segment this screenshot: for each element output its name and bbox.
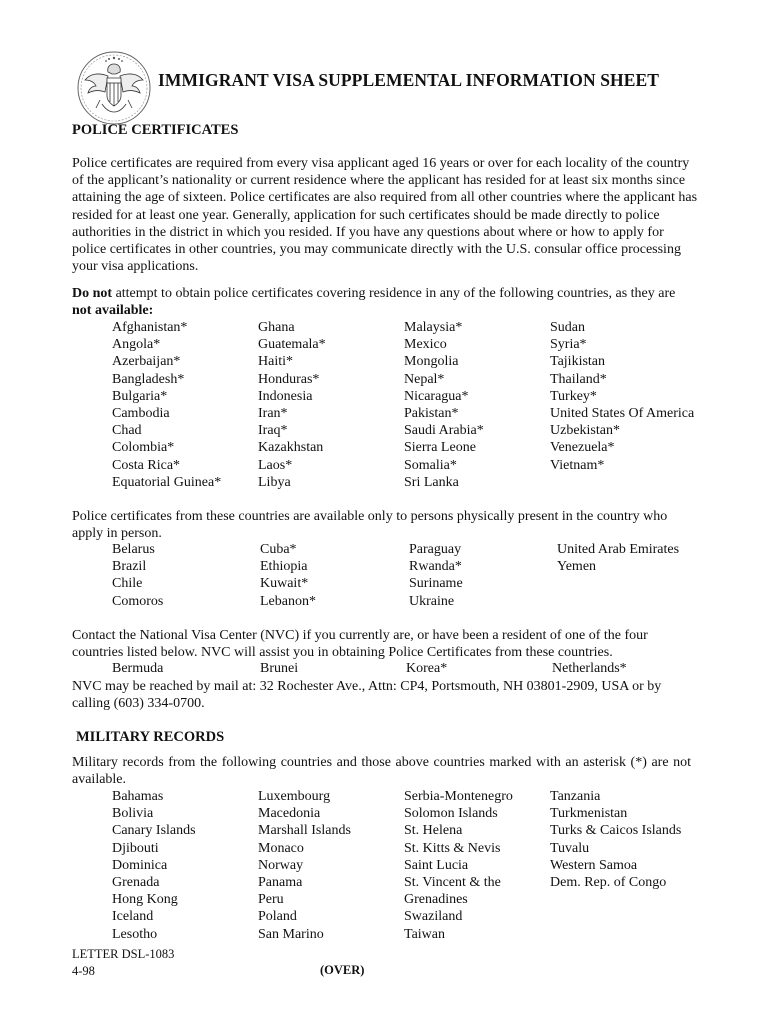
country-cell: United States Of America <box>550 405 695 421</box>
country-cell: St. Kitts & Nevis <box>404 840 501 856</box>
country-cell: San Marino <box>258 926 324 942</box>
country-cell: St. Vincent & the <box>404 874 501 890</box>
country-cell: Pakistan* <box>404 405 459 421</box>
country-cell: Swaziland <box>404 909 463 925</box>
country-cell: St. Helena <box>404 823 463 839</box>
country-cell: Cambodia <box>112 405 170 421</box>
country-cell: Netherlands* <box>552 661 627 676</box>
country-cell: Western Samoa <box>550 857 638 873</box>
country-cell: Chile <box>112 576 143 592</box>
police-certificates-heading: POLICE CERTIFICATES <box>72 122 239 138</box>
country-cell: Malaysia* <box>404 320 463 335</box>
country-cell: Turkmenistan <box>550 806 628 822</box>
country-cell: Iran* <box>258 405 288 421</box>
page-title: IMMIGRANT VISA SUPPLEMENTAL INFORMATION SHEET <box>158 70 660 90</box>
country-cell: Venezuela* <box>550 440 615 456</box>
country-cell: Bolivia <box>112 806 154 822</box>
country-cell: Norway <box>258 857 304 873</box>
form-date: 4-98 <box>72 964 95 978</box>
country-cell: Sudan <box>550 320 585 335</box>
country-cell: Ghana <box>258 320 295 335</box>
over-label: (OVER) <box>320 963 365 977</box>
country-cell: Brunei <box>260 661 299 676</box>
country-cell: Belarus <box>112 542 155 557</box>
country-cell: Poland <box>258 909 297 925</box>
country-cell: Haiti* <box>258 354 293 370</box>
country-cell: Lesotho <box>112 926 158 942</box>
country-cell: Rwanda* <box>409 559 462 575</box>
military-records-heading: MILITARY RECORDS <box>76 729 225 745</box>
country-cell: Suriname <box>409 576 463 592</box>
country-cell: Bahamas <box>112 789 164 804</box>
country-cell: United Arab Emirates <box>557 542 680 557</box>
country-cell: Grenada <box>112 874 160 890</box>
country-cell: Paraguay <box>409 542 462 557</box>
country-cell: Somalia* <box>404 457 457 473</box>
country-cell: Angola* <box>112 337 161 353</box>
country-cell: Dominica <box>112 857 168 873</box>
country-cell: Turks & Caicos Islands <box>550 823 682 839</box>
country-cell: Chad <box>112 423 142 439</box>
country-cell: Saint Lucia <box>404 857 469 873</box>
military-paragraph: Military records from the following countries and those above countries marked with an asterisk (*) are not available. <box>72 755 691 788</box>
country-cell: Mongolia <box>404 354 459 370</box>
country-cell: Turkey* <box>550 388 597 404</box>
country-cell: Solomon Islands <box>404 806 498 822</box>
country-cell: Colombia* <box>112 440 175 456</box>
not-available-bold: not available: <box>72 303 154 319</box>
nvc-contact-paragraph: NVC may be reached by mail at: 32 Rochester Ave., Attn: CP4, Portsmouth, NH 03801-2909, USA or by calling (603) 334-0700. <box>72 679 662 712</box>
country-cell: Sri Lanka <box>404 474 459 490</box>
in-person-paragraph: Police certificates from these countries are available only to persons physically present in the country who apply in person. <box>72 509 668 542</box>
country-cell: Nicaragua* <box>404 388 469 404</box>
country-cell: Iraq* <box>258 423 288 439</box>
country-cell: Korea* <box>406 661 448 676</box>
country-cell: Guatemala* <box>258 337 326 353</box>
country-cell: Vietnam* <box>550 457 605 473</box>
country-cell: Cuba* <box>260 542 297 557</box>
country-cell: Equatorial Guinea* <box>112 474 222 490</box>
country-cell: Panama <box>258 874 303 890</box>
country-cell: Serbia-Montenegro <box>404 789 513 804</box>
country-cell: Nepal* <box>404 371 445 387</box>
country-cell: Syria* <box>550 337 587 353</box>
country-cell: Comoros <box>112 593 164 609</box>
country-cell: Canary Islands <box>112 823 196 839</box>
country-cell: Brazil <box>112 559 147 575</box>
country-cell: Libya <box>258 474 291 490</box>
country-cell: Uzbekistan* <box>550 423 620 439</box>
form-id: LETTER DSL-1083 <box>72 947 175 961</box>
country-cell: Macedonia <box>258 806 321 822</box>
country-cell: Tajikistan <box>550 354 606 370</box>
do-not-bold: Do not <box>72 286 113 301</box>
country-cell: Ethiopia <box>260 559 308 575</box>
country-cell: Monaco <box>258 840 304 856</box>
country-cell: Lebanon* <box>260 593 316 609</box>
country-cell: Saudi Arabia* <box>404 423 484 439</box>
country-cell: Djibouti <box>112 840 159 856</box>
country-cell: Costa Rica* <box>112 457 181 473</box>
country-cell: Laos* <box>258 457 293 473</box>
nvc-paragraph: Contact the National Visa Center (NVC) if you currently are, or have been a resident of one of the four countries listed below. NVC will assist you in obtaining Police Certificates from these countries. <box>72 628 648 661</box>
country-cell: Iceland <box>112 909 154 925</box>
country-cell: Indonesia <box>258 388 313 404</box>
country-cell: Luxembourg <box>258 789 331 804</box>
not-available-paragraph <box>72 285 698 319</box>
not-available-text: attempt to obtain police certificates covering residence in any of the following countries, as they are <box>112 286 676 301</box>
country-cell: Yemen <box>557 559 597 575</box>
country-cell: Azerbaijan* <box>112 354 181 370</box>
police-intro-paragraph: Police certificates are required from every visa applicant aged 16 years or over for each locality of the country of the applicant’s nationality or current residence where the applicant has resided for at least six months since attaining the age of sixteen. Police certificates are also required from all other countries where the applicant has resided for at least one year. Generally, application for such certificates should be made directly to police authorities in the district in which you resided. If you have any questions about where or how to apply for police certificates in other countries, you may communicate directly with the U.S. consular office processing your visa applications. <box>72 156 698 275</box>
country-cell: Kuwait* <box>260 576 309 592</box>
country-cell: Bulgaria* <box>112 388 168 404</box>
us-eagle-seal-icon <box>76 50 152 126</box>
country-cell: Bermuda <box>112 661 164 676</box>
country-cell: Kazakhstan <box>258 440 324 456</box>
country-cell: Dem. Rep. of Congo <box>550 874 667 890</box>
country-cell: Mexico <box>404 337 447 353</box>
country-cell: Taiwan <box>404 926 446 942</box>
country-cell: Tanzania <box>550 789 601 804</box>
country-cell: Afghanistan* <box>112 320 188 335</box>
country-cell: Thailand* <box>550 371 607 387</box>
country-cell: Bangladesh* <box>112 371 185 387</box>
country-cell: Sierra Leone <box>404 440 476 456</box>
country-cell: Marshall Islands <box>258 823 351 839</box>
country-cell: Tuvalu <box>550 840 590 856</box>
country-cell: Grenadines <box>404 892 468 908</box>
country-cell: Honduras* <box>258 371 320 387</box>
country-cell: Peru <box>258 892 284 908</box>
country-cell: Hong Kong <box>112 892 178 908</box>
country-cell: Ukraine <box>409 593 455 609</box>
